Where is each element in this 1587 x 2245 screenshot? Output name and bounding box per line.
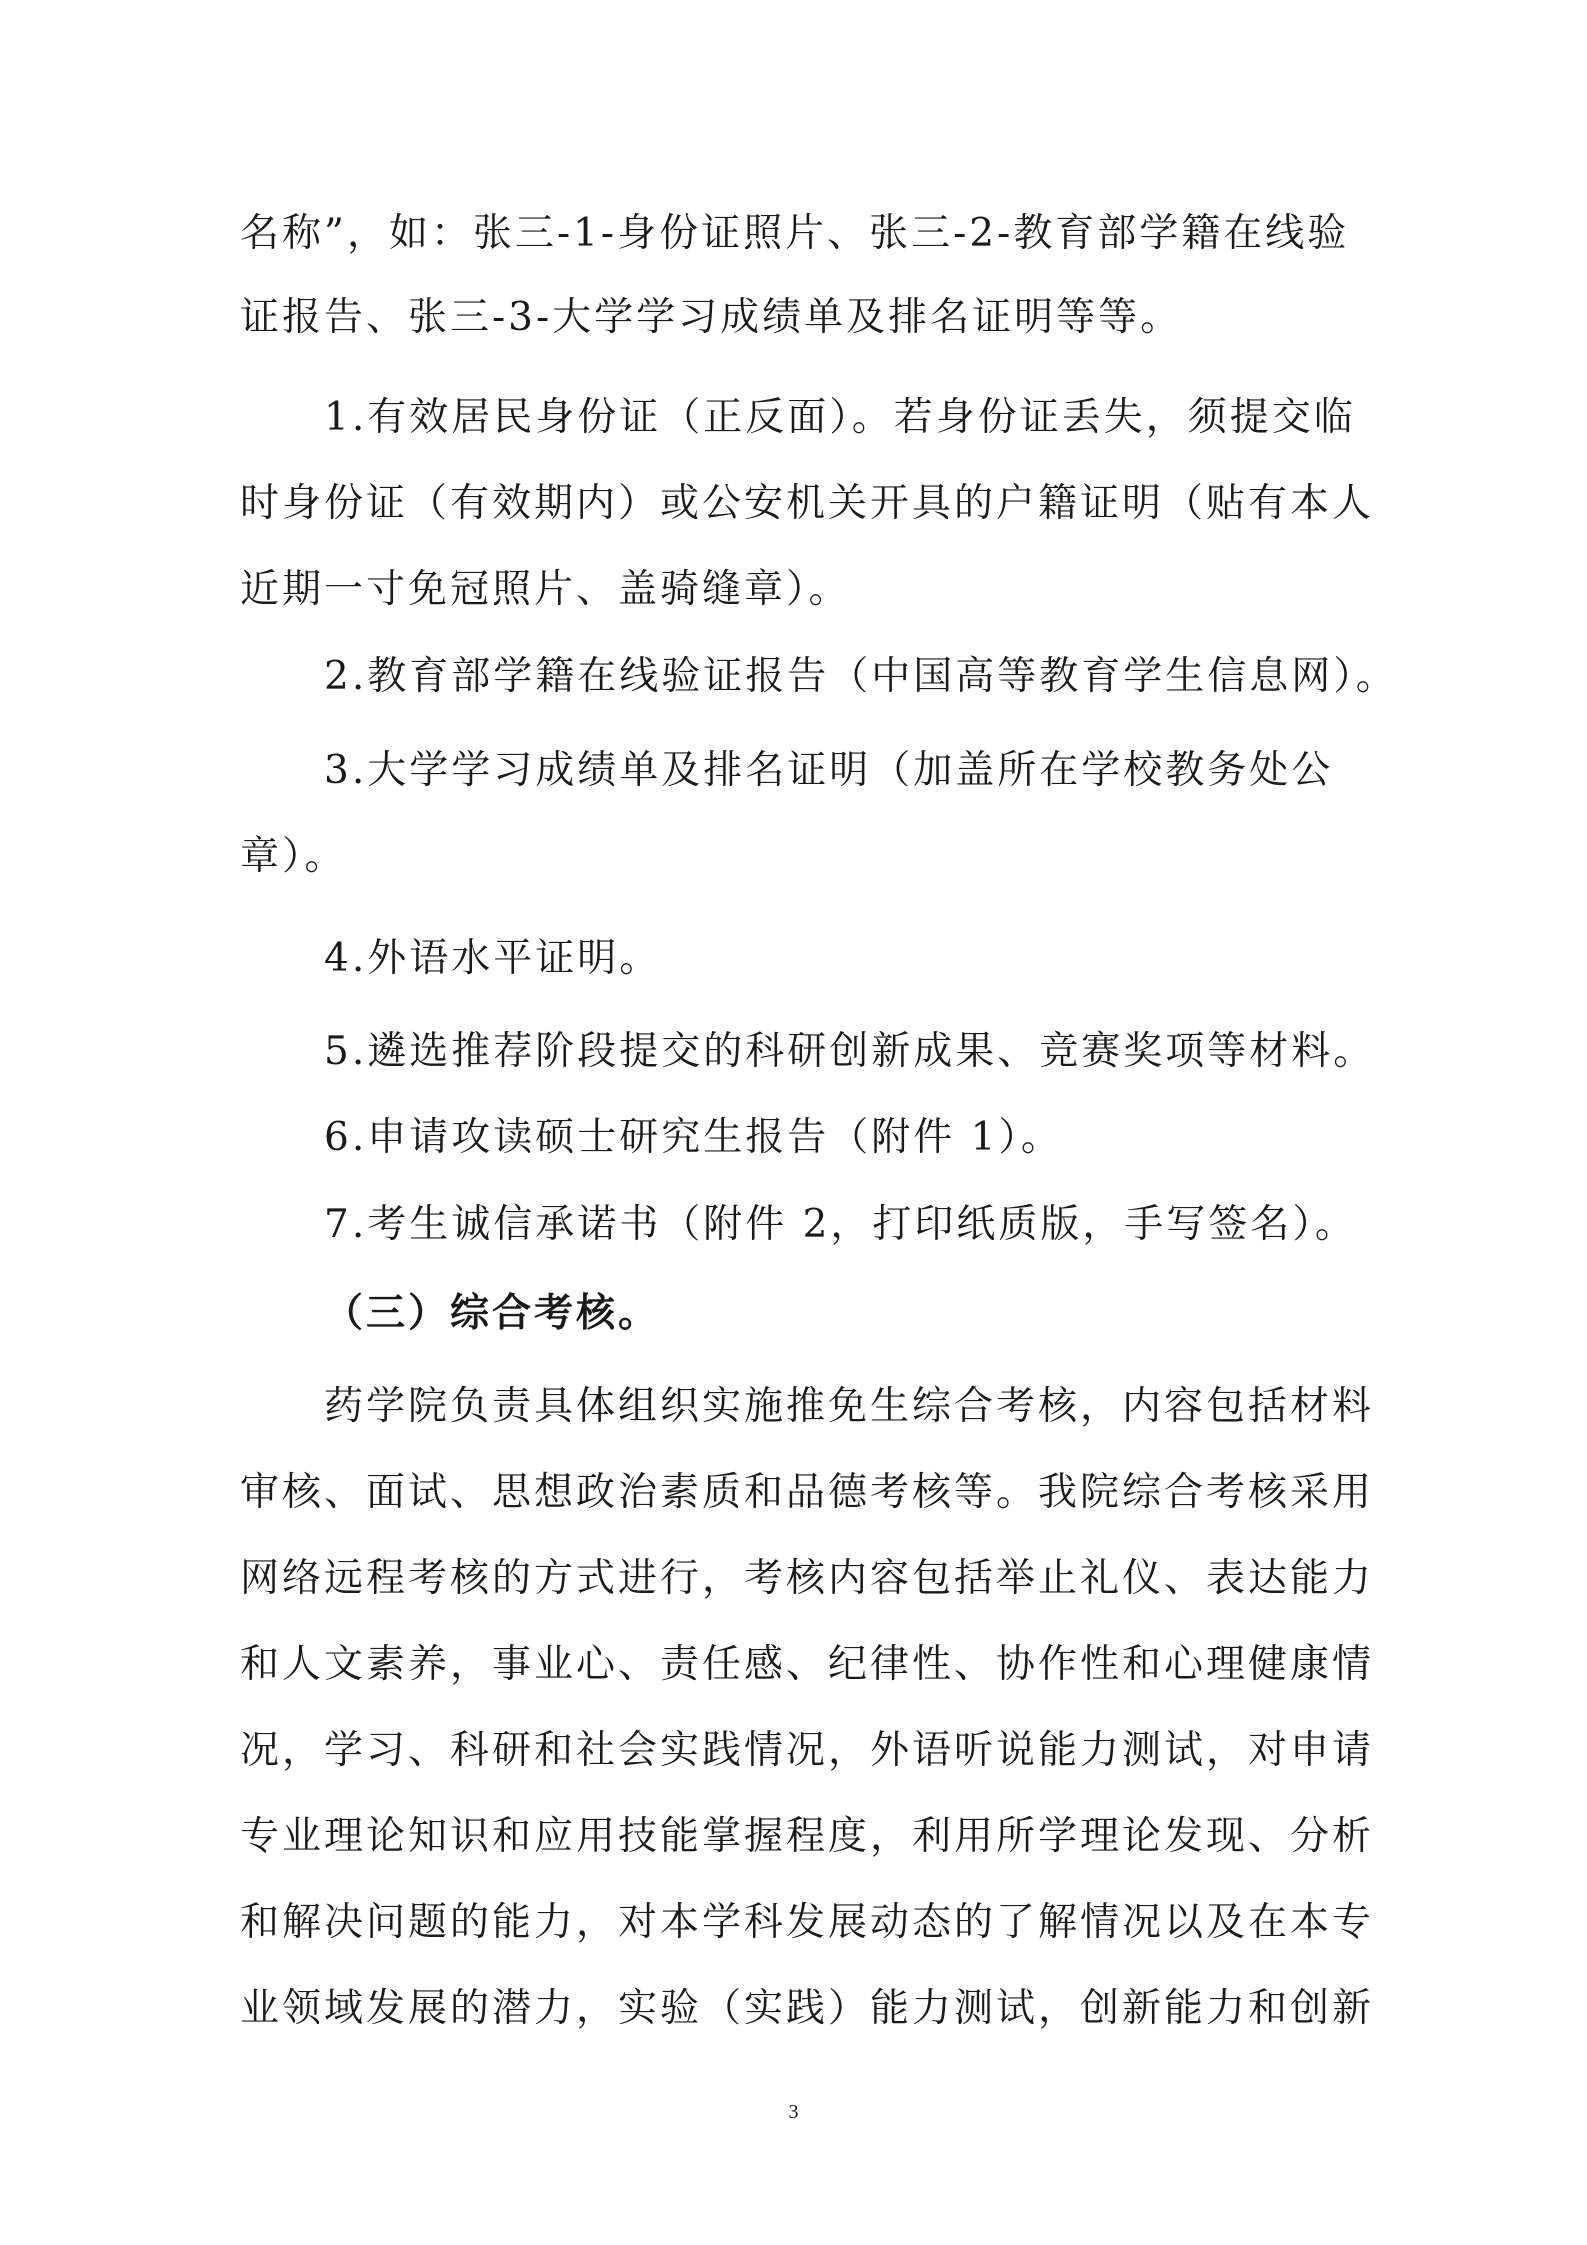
- section-heading: （三）综合考核。: [324, 1290, 661, 1336]
- text-line: 业领域发展的潜力，实验（实践）能力测试，创新能力和创新: [240, 1986, 1375, 2031]
- list-item-7-line: 7.考生诚信承诺书（附件 2，打印纸质版，手写签名）。: [324, 1202, 1357, 1247]
- text-line: 和人文素养，事业心、责任感、纪律性、协作性和心理健康情: [240, 1642, 1375, 1687]
- list-item-1-line: 1.有效居民身份证（正反面）。若身份证丢失，须提交临: [324, 395, 1356, 440]
- list-item-6-line: 6.申请攻读硕士研究生报告（附件 1）。: [324, 1115, 1063, 1160]
- text-line: 名称”，如：张三-1-身份证照片、张三-2-教育部学籍在线验: [240, 211, 1350, 256]
- list-item-3-line: 3.大学学习成绩单及排名证明（加盖所在学校教务处公: [324, 748, 1334, 793]
- text-line: 近期一寸免冠照片、盖骑缝章）。: [240, 567, 851, 612]
- list-item-4-line: 4.外语水平证明。: [324, 936, 662, 981]
- page-number: 3: [788, 2101, 799, 2123]
- text-line: 时身份证（有效期内）或公安机关开具的户籍证明（贴有本人: [240, 481, 1375, 526]
- text-line: 网络远程考核的方式进行，考核内容包括举止礼仪、表达能力: [240, 1556, 1375, 1601]
- text-line: 证报告、张三-3-大学学习成绩单及排名证明等等。: [240, 295, 1183, 340]
- list-item-5-line: 5.遴选推荐阶段提交的科研创新成果、竞赛奖项等材料。: [324, 1029, 1376, 1074]
- paragraph-first-line: 药学院负责具体组织实施推免生综合考核，内容包括材料: [324, 1384, 1375, 1429]
- text-line: 专业理论知识和应用技能掌握程度，利用所学理论发现、分析: [240, 1814, 1375, 1859]
- text-line: 况，学习、科研和社会实践情况，外语听说能力测试，对申请: [240, 1728, 1375, 1773]
- text-line: 章）。: [240, 834, 347, 879]
- text-line: 和解决问题的能力，对本学科发展动态的了解情况以及在本专: [240, 1900, 1375, 1945]
- list-item-2-line: 2.教育部学籍在线验证报告（中国高等教育学生信息网）。: [324, 654, 1398, 699]
- text-line: 审核、面试、思想政治素质和品德考核等。我院综合考核采用: [240, 1470, 1375, 1515]
